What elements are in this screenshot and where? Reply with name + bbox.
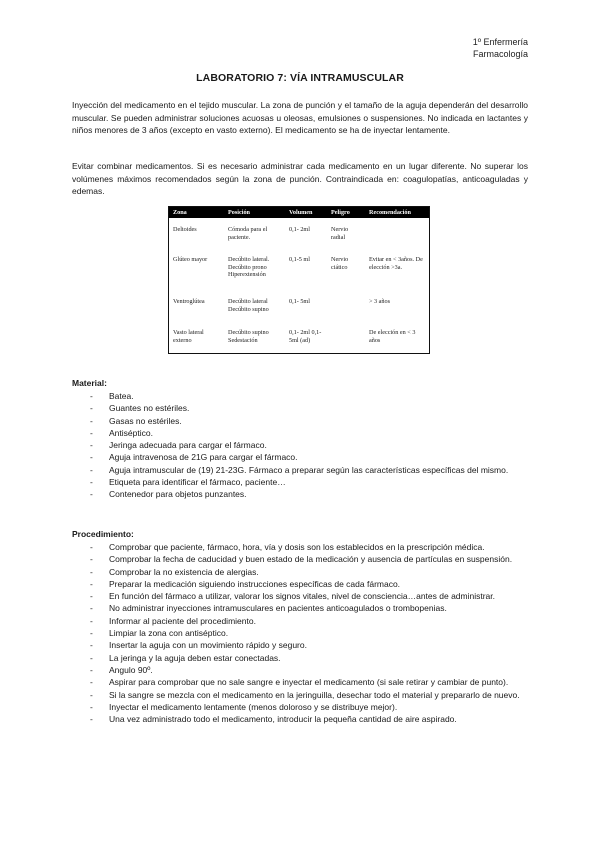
table-cell: Nervio ciático	[331, 256, 349, 271]
list-item: - Aguja intramuscular de (19) 21-23G. Fármaco a preparar según las características específicas del mismo.	[72, 464, 528, 476]
list-item: - Antiséptico.	[72, 427, 528, 439]
list-item: - Gasas no estériles.	[72, 415, 528, 427]
table-cell: Deltoides	[173, 226, 197, 233]
list-item: - No administrar inyecciones intramusculares en pacientes anticoagulados o trombopenias.	[72, 602, 528, 614]
list-item: - Limpiar la zona con antiséptico.	[72, 627, 528, 639]
procedure-list	[72, 541, 528, 725]
table-cell: Evitar en < 3años. De elección >3a.	[369, 256, 423, 271]
list-item: - Batea.	[72, 390, 528, 402]
list-item: - Etiqueta para identificar el fármaco, paciente…	[72, 476, 528, 488]
table-cell: > 3 años	[369, 298, 391, 305]
table-cell: De elección en < 3 años	[369, 329, 416, 344]
list-item: - Jeringa adecuada para cargar el fármaco.	[72, 439, 528, 451]
table-cell: Nervio radial	[331, 226, 349, 241]
list-item: - Si la sangre se mezcla con el medicamento en la jeringuilla, desechar todo el material y prepararlo de nuevo.	[72, 689, 528, 701]
material-heading: Material:	[72, 378, 107, 388]
table-header-posicion: Posición	[228, 209, 251, 216]
list-item: - La jeringa y la aguja deben estar conectadas.	[72, 652, 528, 664]
table-cell: 0,1-5 ml	[289, 256, 310, 263]
procedure-heading: Procedimiento:	[72, 529, 134, 539]
list-item: - Comprobar la no existencia de alergias.	[72, 566, 528, 578]
list-item: - Contenedor para objetos punzantes.	[72, 488, 528, 500]
list-item: - Insertar la aguja con un movimiento rápido y seguro.	[72, 639, 528, 651]
table-cell: Decúbito lateral. Decúbito prono Hiperextensión	[228, 256, 270, 279]
table-header-zona: Zona	[173, 209, 187, 216]
table-header-volumen: Volumen	[289, 209, 313, 216]
table-cell: Vasto lateral externo	[173, 329, 204, 344]
table-cell: 0,1- 2ml	[289, 226, 310, 233]
intro-paragraph-2: Evitar combinar medicamentos. Si es necesario administrar cada medicamento en un lugar diferente. No superar los volúmenes máximos recomendados según la zona de punción. Contraindicada en: coagulopatías, anticoaguladas y edemas.	[72, 161, 528, 196]
list-item: - Aspirar para comprobar que no sale sangre e inyectar el medicamento (si sale retirar y cambiar de punto).	[72, 676, 528, 688]
table-cell: Decúbito supino Sedestación	[228, 329, 269, 344]
table-cell: 0,1- 5ml	[289, 298, 310, 305]
list-item: - Inyectar el medicamento lentamente (menos doloroso y se distribuye mejor).	[72, 701, 528, 713]
course-label: 1º Enfermería	[472, 37, 528, 47]
table-cell: 0,1- 2ml 0,1- 5ml (ad)	[289, 329, 322, 344]
list-item: - Aguja intravenosa de 21G para cargar el fármaco.	[72, 451, 528, 463]
list-item: - Comprobar que paciente, fármaco, hora, vía y dosis son los establecidos en la prescripción médica.	[72, 541, 528, 553]
intro-paragraph-1: Inyección del medicamento en el tejido muscular. La zona de punción y el tamaño de la aguja dependerán del desarrollo muscular. Se pueden administrar soluciones acuosas u oleosas, emulsiones o suspensiones. No indicada en lactantes y niños menores de 3 años (excepto en vasto externo). El medicamento se ha de inyectar lentamente.	[72, 100, 528, 135]
list-item: - Comprobar la fecha de caducidad y buen estado de la medicación y ausencia de partículas en suspensión.	[72, 553, 528, 565]
table-cell: Ventroglútea	[173, 298, 205, 305]
injection-zone-table	[168, 206, 430, 354]
list-item: - Informar al paciente del procedimiento.	[72, 615, 528, 627]
list-item: - En función del fármaco a utilizar, valorar los signos vitales, nivel de consciencia…antes de administrar.	[72, 590, 528, 602]
table-header-recomendacion: Recomendación	[369, 209, 411, 216]
table-cell: Decúbito lateral Decúbito supino	[228, 298, 269, 313]
table-header-peligro: Peligro	[331, 209, 350, 216]
list-item: - Angulo 90º.	[72, 664, 528, 676]
table-header-row	[169, 207, 429, 218]
table-cell: Cómoda para el paciente.	[228, 226, 268, 241]
list-item: - Una vez administrado todo el medicamento, introducir la pequeña cantidad de aire aspirado.	[72, 713, 528, 725]
list-item: - Guantes no estériles.	[72, 402, 528, 414]
material-list	[72, 390, 528, 501]
subject-label: Farmacología	[472, 49, 528, 59]
page-header	[473, 36, 528, 60]
document-title: LABORATORIO 7: VÍA INTRAMUSCULAR	[196, 72, 404, 84]
table-cell: Glúteo mayor	[173, 256, 208, 263]
list-item: - Preparar la medicación siguiendo instrucciones específicas de cada fármaco.	[72, 578, 528, 590]
